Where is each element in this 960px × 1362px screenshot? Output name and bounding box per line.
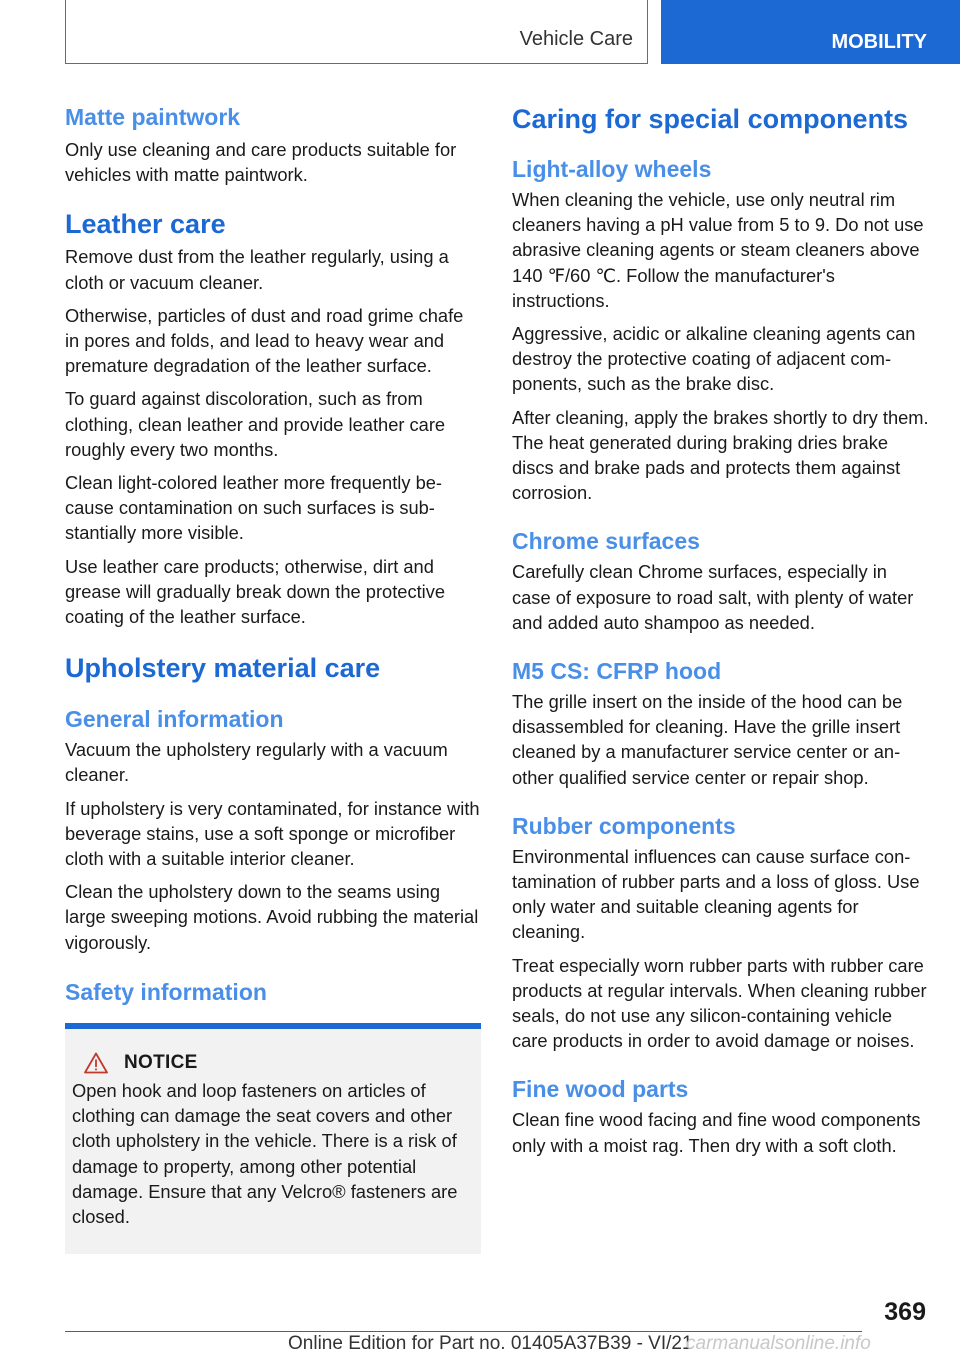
heading-fine-wood-parts: Fine wood parts (512, 1076, 689, 1103)
watermark: carmanualsonline.info (686, 1333, 871, 1354)
paragraph: Only use cleaning and care products suitable for vehicles with matte paintwork. (65, 139, 457, 186)
paragraph: Vacuum the upholstery regularly with a vacuum cleaner. (65, 739, 448, 786)
paragraph: Carefully clean Chrome surfaces, especially in case of exposure to road salt, with plenty of water and added auto shampoo as needed. (512, 561, 914, 633)
paragraph: The grille insert on the inside of the hood can be disassembled for cleaning. Have the grille insert cleaned by a manufacturer service center or another qualified service center or repair shop. (512, 691, 903, 788)
header-section-box (65, 0, 648, 64)
paragraph: Remove dust from the leather regularly, using a cloth or vacuum cleaner. (65, 246, 449, 293)
paragraph: Clean the upholstery down to the seams using large sweeping motions. Avoid rubbing the material vigorously. (65, 881, 479, 953)
footer-divider (65, 1331, 862, 1332)
footer-edition: Online Edition for Part no. 01405A37B39 - VI/21 (288, 1333, 693, 1354)
notice-box (65, 1023, 481, 1254)
heading-cfrp-hood: M5 CS: CFRP hood (512, 658, 722, 685)
chapter-tab-label: MOBILITY (831, 30, 927, 53)
heading-leather-care: Leather care (65, 209, 226, 240)
notice-title: NOTICE (124, 1052, 198, 1073)
page-number: 369 (884, 1298, 926, 1326)
notice-text: Open hook and loop fasteners on articles of clothing can damage the seat covers and other cloth upholstery in the vehicle. There is a risk of damage to property, among other potential damage. Ensure that any Velcro® fasteners are closed. (72, 1080, 458, 1228)
paragraph: If upholstery is very contaminated, for instance with beverage stains, use a soft sponge or microfiber cloth with a suitable interior cleaner. (65, 797, 480, 870)
paragraph: Environmental influences can cause surface contamination of rubber parts and a loss of gloss. Use only water and suitable cleaning agents for cleaning. (512, 845, 920, 943)
heading-rubber-components: Rubber components (512, 812, 736, 839)
paragraph: Clean light-colored leather more frequently because contamination on such surfaces is substantially more visible. (65, 472, 443, 544)
paragraph: After cleaning, apply the brakes shortly to dry them. The heat generated during braking dries brake discs and brake pads and protects them against corrosion. (512, 406, 929, 504)
heading-upholstery-care: Upholstery material care (65, 653, 381, 684)
paragraph: Use leather care products; otherwise, dirt and grease will gradually break down the protective coating of the leather surface. (65, 555, 446, 628)
warning-triangle-icon (84, 1052, 108, 1074)
heading-general-information: General information (65, 706, 284, 733)
heading-special-components: Caring for special components (512, 104, 909, 134)
left-column (65, 100, 481, 1007)
paragraph: Otherwise, particles of dust and road grime chafe in pores and folds, and lead to heavy wear and premature degradation of the leather surface. (65, 304, 464, 377)
paragraph: When cleaning the vehicle, use only neutral rim cleaners having a pH value from 5 to 9. Do not use abrasive cleaning agents or steam cleaners above 140 ℉/60 ℃. Follow the manufacturer's instructions. (512, 189, 924, 311)
heading-matte-paintwork: Matte paintwork (65, 104, 241, 130)
heading-chrome-surfaces: Chrome surfaces (512, 528, 700, 555)
notice-header (72, 1052, 474, 1074)
heading-light-alloy-wheels: Light-alloy wheels (512, 156, 712, 182)
chapter-tab[interactable] (661, 0, 960, 64)
paragraph: Clean fine wood facing and fine wood components only with a moist rag. Then dry with a soft cloth. (512, 1109, 921, 1156)
heading-safety-information: Safety information (65, 978, 267, 1005)
section-title: Vehicle Care (519, 28, 633, 50)
right-column (512, 100, 930, 1158)
paragraph: Aggressive, acidic or alkaline cleaning agents can destroy the protective coating of adjacent components, such as the brake disc. (512, 323, 916, 395)
paragraph: Treat especially worn rubber parts with rubber care products at regular intervals. When cleaning rubber seals, do not use any silicon-containing vehicle care products in order to avoid damage or noises. (512, 954, 927, 1052)
paragraph: To guard against discoloration, such as from clothing, clean leather and provide leather care roughly every two months. (65, 388, 446, 460)
